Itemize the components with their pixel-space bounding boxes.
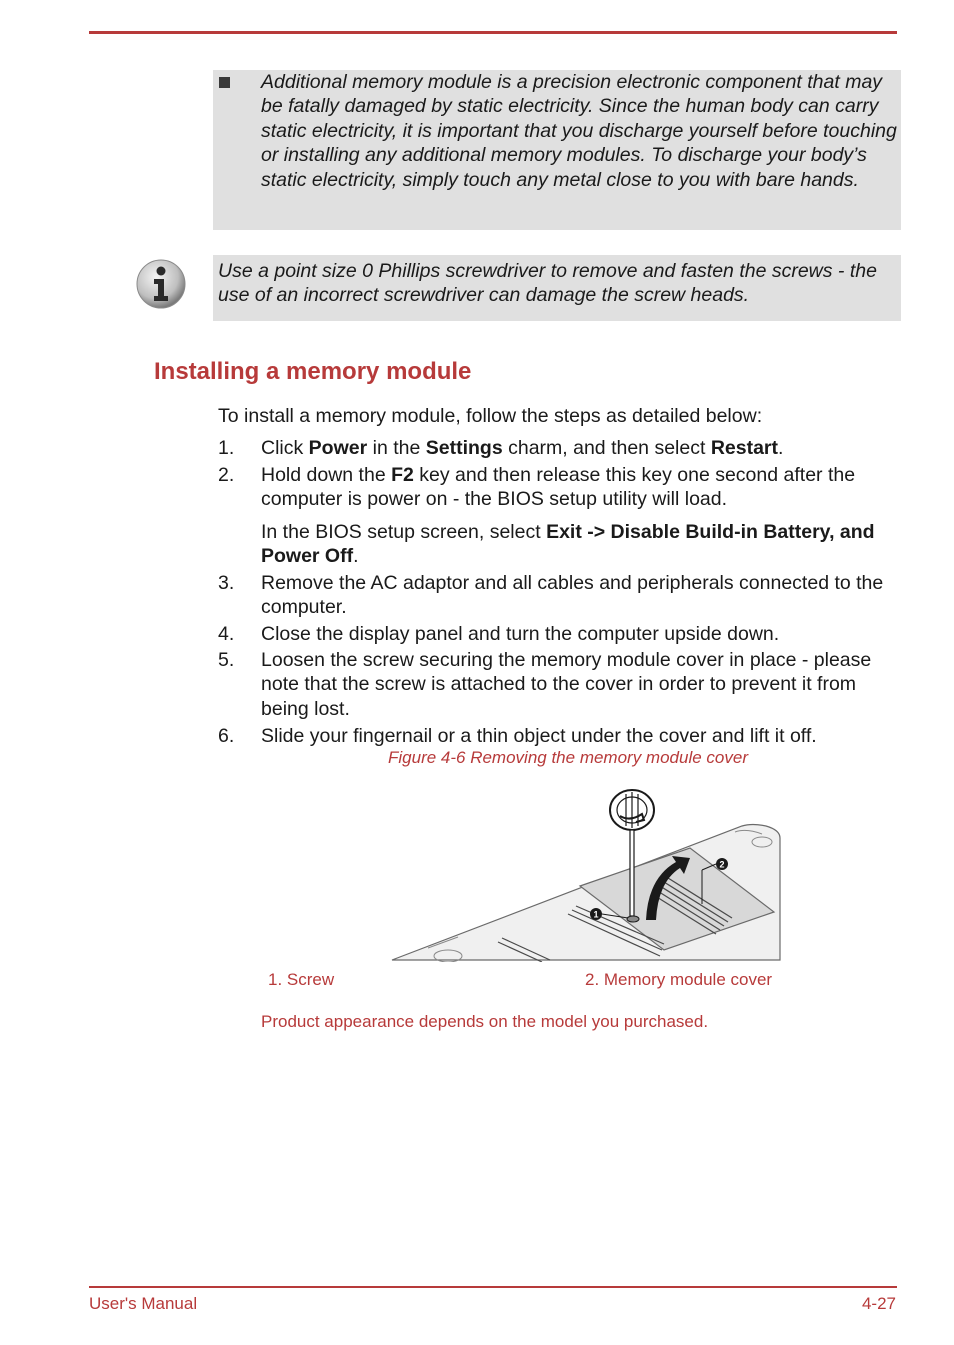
header-rule xyxy=(89,31,897,34)
callout-2: 2 xyxy=(719,859,725,870)
step-number: 5. xyxy=(218,649,235,671)
note-box xyxy=(213,255,901,321)
note-text: Use a point size 0 Phillips screwdriver to remove and fasten the screws - the use of an incorrect screwdriver can damage the screw heads. xyxy=(218,260,877,307)
step-number: 3. xyxy=(218,572,235,594)
footer-rule xyxy=(89,1286,897,1288)
step-text: Hold down the F2 key and then release this key one second after the computer is power on - the BIOS setup utility will load. xyxy=(261,464,856,511)
step-text: Remove the AC adaptor and all cables and peripherals connected to the computer. xyxy=(261,572,884,619)
figure-caption: Figure 4-6 Removing the memory module cover xyxy=(388,748,748,767)
page-number: 4-27 xyxy=(861,1294,896,1313)
intro-text: To install a memory module, follow the steps as detailed below: xyxy=(218,405,763,427)
info-icon xyxy=(135,258,187,310)
bullet-square-icon xyxy=(219,77,230,88)
legend-memory-cover: 2. Memory module cover xyxy=(585,970,773,989)
step-number: 1. xyxy=(218,437,235,459)
caution-text: Additional memory module is a precision electronic component that may be fatally damaged by static electricity. Since the human body can carry static electricity, it is important that you discharge yourself before touching or installing any additional memory modules. To discharge your body’s static electricity, simply touch any metal close to you with bare hands. xyxy=(261,71,897,191)
step-text: Slide your fingernail or a thin object under the cover and lift it off. xyxy=(261,725,817,747)
legend-screw: 1. Screw xyxy=(268,970,335,989)
caution-box xyxy=(213,70,901,230)
step-text: Close the display panel and turn the computer upside down. xyxy=(261,623,780,645)
memory-cover-illustration xyxy=(390,786,782,962)
step-number: 6. xyxy=(218,725,235,747)
footer-title: User's Manual xyxy=(89,1294,198,1313)
callout-1: 1 xyxy=(593,909,599,920)
step-subparagraph: In the BIOS setup screen, select Exit -> Disable Build-in Battery, and Power Off. xyxy=(261,521,875,568)
step-number: 2. xyxy=(218,464,235,486)
section-heading: Installing a memory module xyxy=(154,358,472,385)
product-appearance-note: Product appearance depends on the model you purchased. xyxy=(261,1012,709,1031)
step-number: 4. xyxy=(218,623,235,645)
step-text: Loosen the screw securing the memory module cover in place - please note that the screw is attached to the cover in order to prevent it from being lost. xyxy=(261,649,872,720)
step-text: Click Power in the Settings charm, and then select Restart. xyxy=(261,437,784,459)
